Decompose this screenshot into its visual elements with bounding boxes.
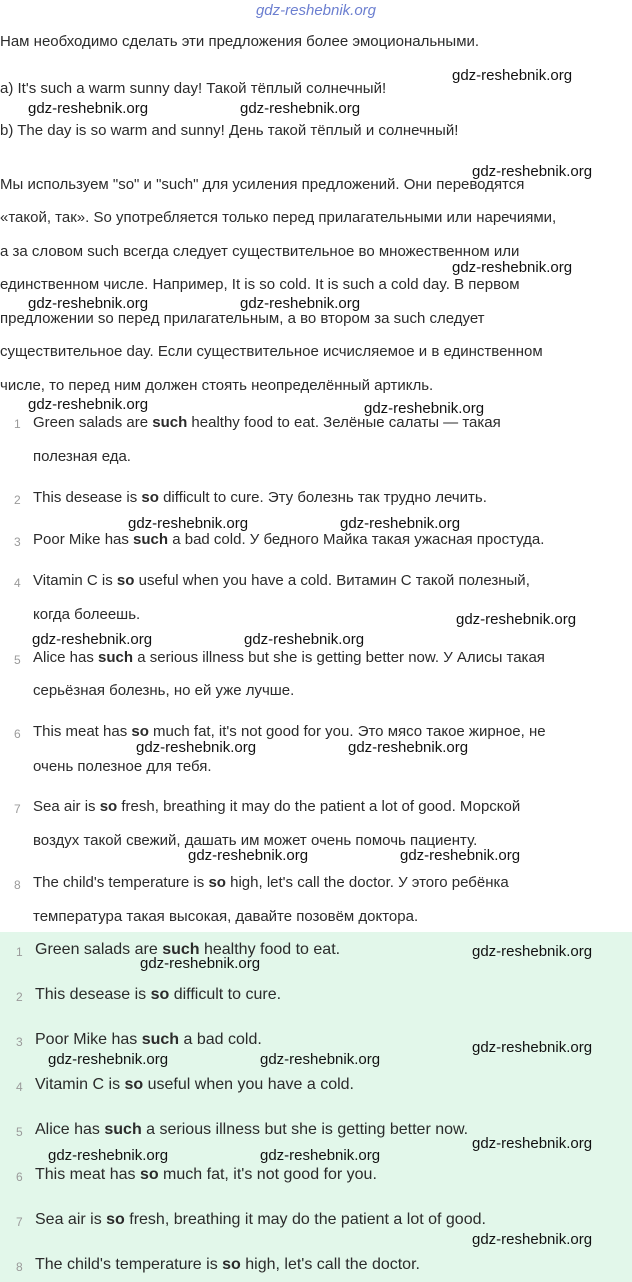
item-text: Poor Mike has such a bad cold. bbox=[35, 1031, 262, 1048]
item-number: 6 bbox=[14, 727, 21, 741]
watermark: gdz-reshebnik.org bbox=[472, 943, 593, 960]
item-number: 4 bbox=[14, 576, 21, 590]
watermark: gdz-reshebnik.org bbox=[48, 1051, 169, 1068]
explanation-line: единственном числе. Например, It is so cold. It is such a cold day. В первом bbox=[0, 276, 520, 293]
watermark: gdz-reshebnik.org bbox=[260, 1147, 381, 1164]
watermark: gdz-reshebnik.org bbox=[472, 163, 593, 180]
watermark: gdz-reshebnik.org bbox=[32, 631, 153, 648]
item-continuation: полезная еда. bbox=[33, 448, 131, 465]
watermark: gdz-reshebnik.org bbox=[472, 1135, 593, 1152]
explanation-line: предложении so перед прилагательным, а во втором за such следует bbox=[0, 310, 485, 327]
watermark: gdz-reshebnik.org bbox=[244, 631, 365, 648]
item-text: Alice has such a serious illness but she is getting better now. bbox=[35, 1121, 469, 1138]
watermark: gdz-reshebnik.org bbox=[128, 515, 249, 532]
item-text: Sea air is so fresh, breathing it may do the patient a lot of good. bbox=[35, 1211, 486, 1228]
watermark: gdz-reshebnik.org bbox=[140, 955, 261, 972]
explanation-line: существительное day. Если существительное исчисляемое и в единственном bbox=[0, 343, 543, 360]
item-number: 7 bbox=[16, 1215, 23, 1229]
item-text: This meat has so much fat, it's not good for you. Это мясо такое жирное, не bbox=[33, 723, 546, 740]
explanation-line: числе, то перед ним должен стоять неопределённый артикль. bbox=[0, 377, 434, 394]
item-number: 1 bbox=[14, 417, 21, 431]
item-text: This desease is so difficult to cure. bbox=[35, 986, 282, 1003]
item-number: 1 bbox=[16, 945, 23, 959]
watermark: gdz-reshebnik.org bbox=[48, 1147, 169, 1164]
item-number: 7 bbox=[14, 802, 21, 816]
example-b: b) The day is so warm and sunny! День такой тёплый и солнечный! bbox=[0, 122, 459, 139]
item-text: Poor Mike has such a bad cold. У бедного Майка такая ужасная простуда. bbox=[33, 531, 545, 548]
watermark: gdz-reshebnik.org bbox=[340, 515, 461, 532]
item-number: 8 bbox=[16, 1260, 23, 1274]
item-number: 2 bbox=[16, 990, 23, 1004]
item-text: Green salads are such healthy food to eat. bbox=[35, 941, 341, 958]
item-text: Sea air is so fresh, breathing it may do the patient a lot of good. Морской bbox=[33, 798, 521, 815]
explanation-line: «такой, так». So употребляется только перед прилагательными или наречиями, bbox=[0, 209, 557, 226]
watermark: gdz-reshebnik.org bbox=[28, 396, 149, 413]
item-number: 8 bbox=[14, 878, 21, 892]
item-text: Alice has such a serious illness but she is getting better now. У Алисы такая bbox=[33, 649, 545, 666]
item-continuation: воздух такой свежий, дашать им может очень помочь пациенту. bbox=[33, 832, 478, 849]
watermark: gdz-reshebnik.org bbox=[348, 739, 469, 756]
item-text: Vitamin C is so useful when you have a cold. bbox=[35, 1076, 354, 1093]
watermark: gdz-reshebnik.org bbox=[240, 100, 361, 117]
watermark: gdz-reshebnik.org bbox=[452, 67, 573, 84]
explanation-line: а за словом such всегда следует существительное во множественном или bbox=[0, 243, 520, 260]
explanation-line: Мы используем "so" и "such" для усиления предложений. Они переводятся bbox=[0, 176, 525, 193]
item-number: 3 bbox=[14, 535, 21, 549]
watermark: gdz-reshebnik.org bbox=[240, 295, 361, 312]
item-number: 2 bbox=[14, 493, 21, 507]
item-number: 5 bbox=[16, 1125, 23, 1139]
item-text: The child's temperature is so high, let's call the doctor. bbox=[35, 1256, 420, 1273]
watermark: gdz-reshebnik.org bbox=[472, 1039, 593, 1056]
item-text: This meat has so much fat, it's not good for you. bbox=[35, 1166, 377, 1183]
item-number: 6 bbox=[16, 1170, 23, 1184]
watermark: gdz-reshebnik.org bbox=[364, 400, 485, 417]
watermark: gdz-reshebnik.org bbox=[452, 259, 573, 276]
item-number: 3 bbox=[16, 1035, 23, 1049]
item-text: This desease is so difficult to cure. Эту болезнь так трудно лечить. bbox=[33, 489, 487, 506]
header-watermark: gdz-reshebnik.org bbox=[255, 2, 377, 19]
watermark: gdz-reshebnik.org bbox=[136, 739, 257, 756]
watermark: gdz-reshebnik.org bbox=[472, 1231, 593, 1248]
watermark: gdz-reshebnik.org bbox=[400, 847, 521, 864]
watermark: gdz-reshebnik.org bbox=[456, 611, 577, 628]
item-continuation: очень полезное для тебя. bbox=[33, 758, 212, 775]
item-continuation: температура такая высокая, давайте позовём доктора. bbox=[33, 908, 419, 925]
watermark: gdz-reshebnik.org bbox=[28, 100, 149, 117]
watermark: gdz-reshebnik.org bbox=[260, 1051, 381, 1068]
intro-text: Нам необходимо сделать эти предложения более эмоциональными. bbox=[0, 33, 480, 50]
item-continuation: серьёзная болезнь, но ей уже лучше. bbox=[33, 682, 295, 699]
item-number: 4 bbox=[16, 1080, 23, 1094]
item-number: 5 bbox=[14, 653, 21, 667]
item-continuation: когда болеешь. bbox=[33, 606, 141, 623]
watermark: gdz-reshebnik.org bbox=[28, 295, 149, 312]
example-a: a) It's such a warm sunny day! Такой тёплый солнечный! bbox=[0, 80, 387, 97]
item-text: The child's temperature is so high, let's call the doctor. У этого ребёнка bbox=[33, 874, 509, 891]
item-text: Vitamin C is so useful when you have a cold. Витамин С такой полезный, bbox=[33, 572, 530, 589]
watermark: gdz-reshebnik.org bbox=[188, 847, 309, 864]
item-text: Green salads are such healthy food to eat. Зелёные салаты — такая bbox=[33, 414, 501, 431]
answers-panel bbox=[0, 932, 632, 1282]
